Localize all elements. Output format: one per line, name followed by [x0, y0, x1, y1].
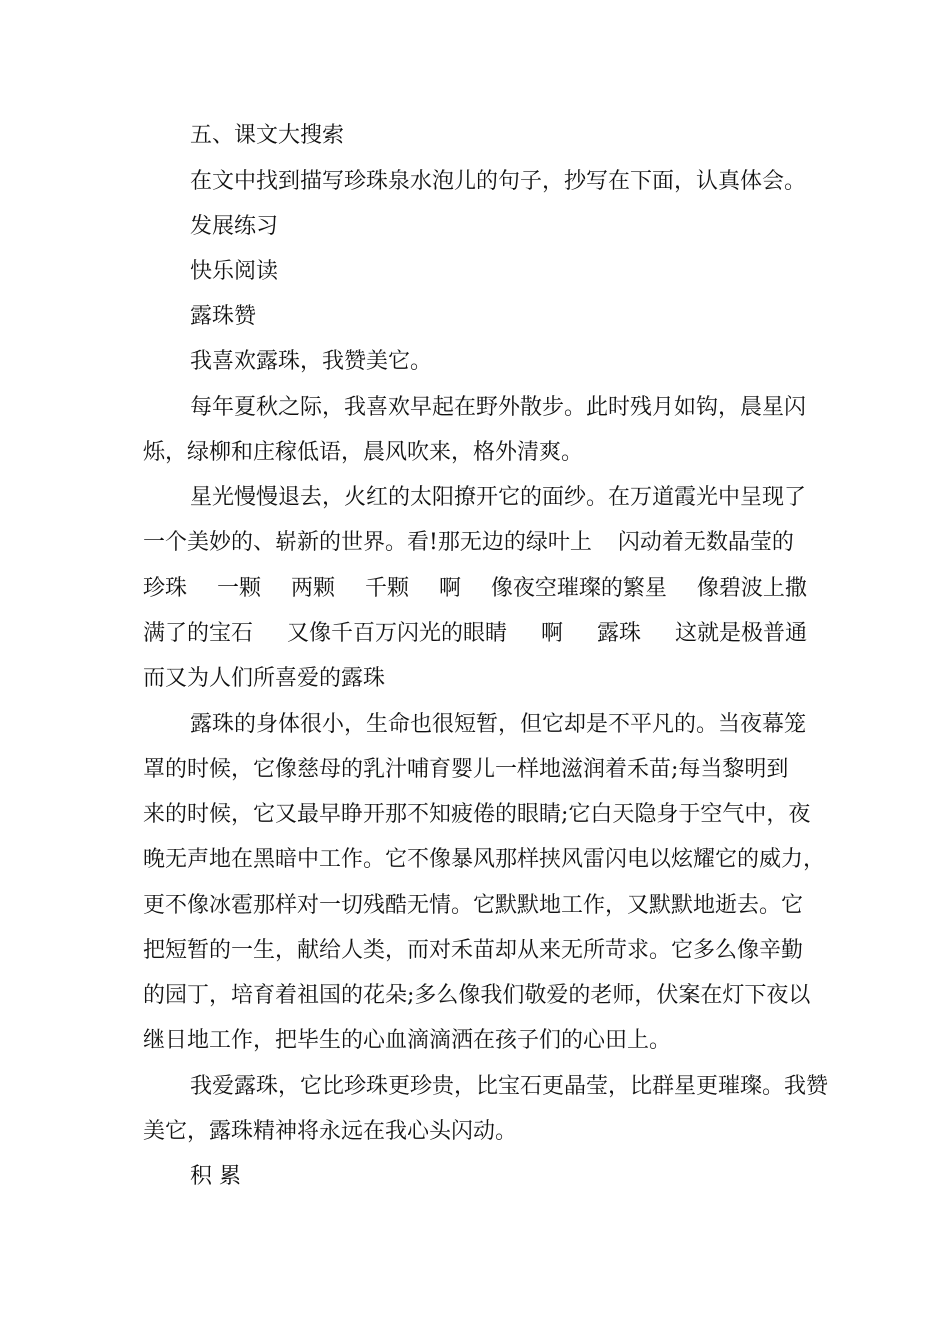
text-segment: 两颗: [290, 576, 335, 601]
section-title: 五、课文大搜索: [190, 123, 345, 148]
paragraph-line: 烁，绿柳和庄稼低语，晨风吹来，格外清爽。: [143, 440, 584, 465]
paragraph-line: [143, 528, 807, 558]
paragraph-line: 来的时候，它又最早睁开那不知疲倦的眼睛;它白天隐身于空气中，夜: [143, 802, 811, 827]
paragraph-line: 每年夏秋之际，我喜欢早起在野外散步。此时残月如钩，晨星闪: [190, 395, 807, 420]
paragraph-line: 我喜欢露珠，我赞美它。: [190, 349, 433, 374]
paragraph-line: 星光慢慢退去，火红的太阳撩开它的面纱。在万道霞光中呈现了: [190, 485, 807, 510]
text-segment: 千颗: [364, 576, 409, 601]
paragraph-line: 把短暂的一生，献给人类，而对禾苗却从来无所苛求。它多么像辛勤: [143, 938, 804, 963]
text-segment: 满了的宝石: [143, 621, 254, 646]
text-segment: 露珠: [596, 621, 641, 646]
accumulation-heading: 积 累: [190, 1164, 241, 1189]
text-segment: 一颗: [216, 576, 261, 601]
paragraph-line: 我爱露珠，它比珍珠更珍贵，比宝石更晶莹，比群星更璀璨。我赞: [190, 1074, 829, 1099]
text-segment: 像碧波上撒: [696, 576, 807, 601]
practice-heading: 发展练习: [190, 214, 279, 239]
paragraph-line: 的园丁，培育着祖国的花朵;多么像我们敬爱的老师，伏案在灯下夜以: [143, 983, 811, 1008]
paragraph-line: 晚无声地在黑暗中工作。它不像暴风那样挟风雷闪电以炫耀它的威力，: [143, 847, 826, 872]
text-segment: 啊: [540, 621, 563, 646]
instruction-text: 在文中找到描写珍珠泉水泡儿的句子，抄写在下面，认真体会。: [190, 169, 807, 194]
paragraph-line: [143, 574, 807, 604]
text-segment: 像夜空璀璨的繁星: [490, 576, 667, 601]
paragraph-line: 露珠的身体很小，生命也很短暂，但它却是不平凡的。当夜幕笼: [190, 712, 807, 737]
paragraph-line: 罩的时候，它像慈母的乳汁哺育婴儿一样地滋润着禾苗;每当黎明到: [143, 757, 789, 782]
paragraph-line: 而又为人们所喜爱的露珠: [143, 666, 386, 691]
paragraph-line: 继日地工作，把毕生的心血滴滴洒在孩子们的心田上。: [143, 1028, 672, 1053]
paragraph-line: 美它，露珠精神将永远在我心头闪动。: [143, 1119, 518, 1144]
text-segment: 这就是极普通: [674, 621, 807, 646]
text-segment: 又像千百万闪光的眼睛: [286, 621, 507, 646]
text-segment: 啊: [438, 576, 461, 601]
article-title: 露珠赞: [190, 304, 257, 329]
text-segment: 闪动着无数晶莹的: [617, 530, 794, 555]
reading-heading: 快乐阅读: [190, 259, 279, 284]
text-segment: 一个美妙的、崭新的世界。看!那无边的绿叶上: [143, 530, 592, 555]
paragraph-line: 更不像冰雹那样对一切残酷无情。它默默地工作，又默默地逝去。它: [143, 893, 804, 918]
paragraph-line: [143, 619, 807, 649]
text-segment: 珍珠: [143, 576, 188, 601]
